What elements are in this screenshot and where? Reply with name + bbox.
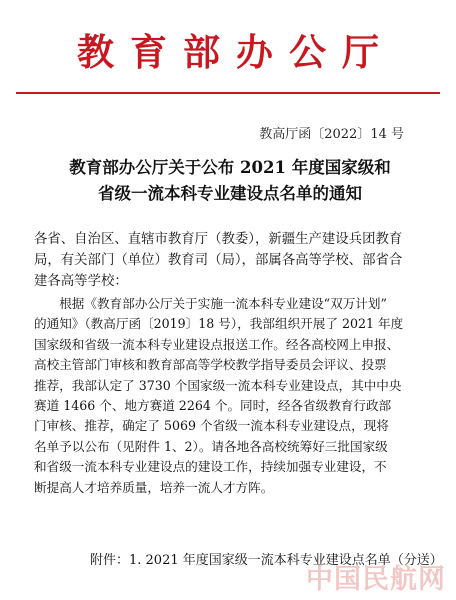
body-line: 的通知》（教高厅函〔2019〕18 号），我部组织开展了 2021 年度 — [34, 316, 404, 332]
body-line: 国家级和省级一流本科专业建设点报送工作。经各高校网上申报、 — [34, 336, 400, 352]
body-line: 断提高人才培养质量，培养一流人才方阵。 — [34, 479, 274, 495]
recipients — [34, 229, 430, 292]
notice-title — [30, 155, 430, 207]
body-line: 推荐，我部认定了 3730 个国家级一流本科专业建设点，其中中央 — [34, 377, 402, 393]
notice-title-line-2: 省级一流本科专业建设点名单的通知 — [98, 184, 362, 203]
body-line: 根据《教育部办公厅关于实施一流本科专业建设“双万计划” — [34, 296, 387, 311]
body-line: 门审核、推荐，确定了 5069 个省级一流本科专业建设点，现将 — [34, 418, 389, 434]
recipients-line: 建各高等学校： — [34, 274, 128, 289]
notice-title-line-1: 教育部办公厅关于公布 2021 年度国家级和 — [69, 158, 391, 177]
body-line: 赛道 1466 个、地方赛道 2264 个。同时，经各省级教育行政部 — [34, 398, 392, 414]
red-divider-line — [16, 92, 440, 94]
attachment-text: 附件：1. 2021 年度国家级一流本科专业建设点名单（分送） — [90, 553, 443, 568]
recipients-line: 各省、自治区、直辖市教育厅（教委），新疆生产建设兵团教育 — [34, 232, 403, 247]
body-line: 和省级一流本科专业建设点的建设工作，持续加强专业建设，不 — [34, 459, 387, 475]
document-number: 教高厅函〔2022〕14 号 — [259, 127, 404, 142]
issuer-header: 教育部办公厅 — [77, 30, 395, 74]
recipients-line: 局，有关部门（单位）教育司（局），部属各高等学校、部省合 — [34, 253, 403, 268]
body-line: 名单予以公布（见附件 1、2）。请各地各高校统筹好三批国家级 — [34, 438, 388, 454]
watermark-logo: 中国民航网 — [306, 564, 446, 595]
body-line: 高校主管部门审核和教育部高等学校教学指导委员会评议、投票 — [34, 357, 387, 373]
body-paragraph — [34, 294, 430, 498]
